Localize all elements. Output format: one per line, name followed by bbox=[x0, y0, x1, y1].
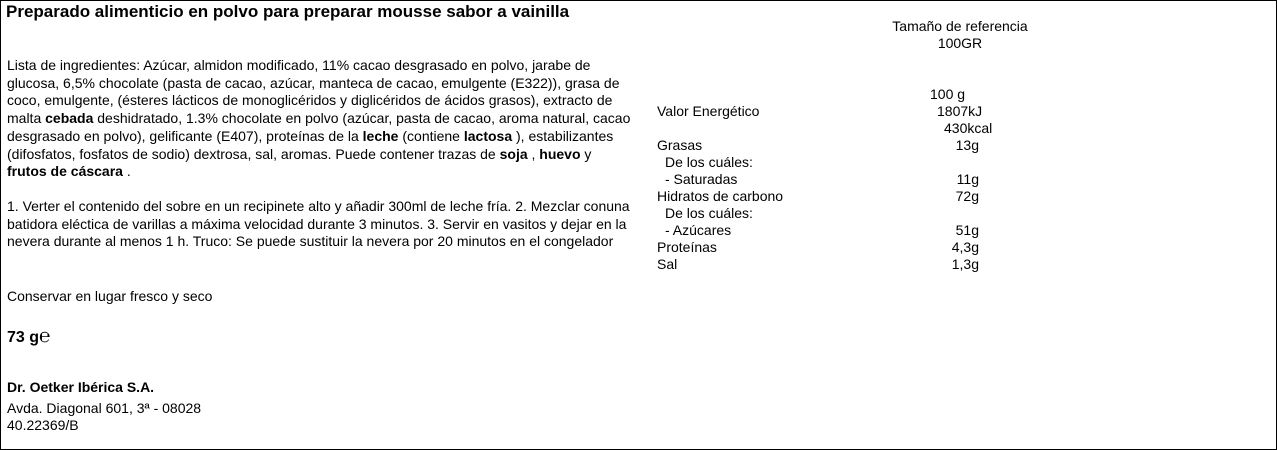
energy-kcal-value: 430 bbox=[944, 120, 968, 136]
sugars-label: - Azúcares bbox=[665, 222, 732, 238]
ingredients-text: Lista de ingredientes: Azúcar, almidon modificado, 11% cacao desgrasado en polvo, jarabe de glucosa, 6,5% chocolate (pasta de cacao, azúcar, manteca de cacao, emulgente (E322)), grasa de coco, emulgente, (ésteres lácticos de monoglicéridos y diglicéridos de ácidos grasos), extracto de malta bbox=[7, 57, 620, 127]
ingredients-text: deshidratado, 1.3% chocolate en polvo (azúcar, pasta de cacao, aroma natural, cacao desgrasado en polvo), gelificante (E407), proteínas de la bbox=[7, 110, 631, 144]
product-title: Preparado alimenticio en polvo para preparar mousse sabor a vainilla bbox=[6, 2, 570, 21]
registration-code: 40.22369/B bbox=[7, 417, 79, 433]
allergen-text: soja bbox=[499, 145, 528, 162]
salt-label: Sal bbox=[657, 256, 678, 272]
protein-label: Proteínas bbox=[657, 239, 717, 255]
energy-kj-unit: kJ bbox=[968, 103, 983, 119]
allergen-text: cebada bbox=[45, 110, 94, 127]
net-weight-value: 73 g bbox=[7, 329, 40, 346]
allergen-text: lactosa bbox=[463, 127, 513, 144]
manufacturer-address: Avda. Diagonal 601, 3ª - 08028 bbox=[7, 400, 202, 416]
fat-of-which-label: De los cuáles: bbox=[665, 154, 753, 170]
ingredients-text: ), estabilizantes (difosfatos, fosfatos de sodio) dextrosa, sal, aromas. Puede contener trazas de bbox=[7, 127, 614, 162]
allergen-text: frutos de cáscara bbox=[7, 163, 123, 180]
allergen-text: leche bbox=[362, 127, 399, 144]
energy-kcal bbox=[944, 120, 992, 136]
storage-instructions: Conservar en lugar fresco y seco bbox=[7, 288, 213, 304]
energy-label: Valor Energético bbox=[657, 103, 760, 119]
net-weight bbox=[7, 325, 50, 348]
energy-kcal-unit: kcal bbox=[967, 120, 993, 136]
energy-kj bbox=[937, 103, 982, 119]
salt-value: 1,3g bbox=[951, 256, 979, 272]
reference-size-value: 100GR bbox=[937, 35, 983, 51]
carbs-label: Hidratos de carbono bbox=[657, 188, 784, 204]
carbs-of-which-label: De los cuáles: bbox=[665, 205, 753, 221]
fat-value: 13g bbox=[955, 137, 979, 153]
estimated-sign-icon: ℮ bbox=[39, 325, 51, 347]
ingredients-text: y bbox=[580, 145, 592, 162]
ingredients-text: , bbox=[527, 145, 540, 162]
ingredients-text: . bbox=[122, 163, 131, 180]
preparation-instructions: 1. Verter el contenido del sobre en un recipinete alto y añadir 300ml de leche fría. 2. Mezclar conuna batidora eléctica de varillas a máxima velocidad durante 3 minutos. 3. Servir en vasitos y dejar en la nevera durante al menos 1 h. Truco: Se puede sustituir la nevera por 20 minutos en el congelador bbox=[7, 198, 630, 250]
manufacturer-name: Dr. Oetker Ibérica S.A. bbox=[7, 379, 155, 395]
fat-label: Grasas bbox=[657, 137, 703, 153]
per-100g-header: 100 g bbox=[930, 86, 966, 102]
carbs-value: 72g bbox=[955, 188, 979, 204]
ingredients-paragraph bbox=[7, 57, 632, 181]
sugars-value: 51g bbox=[955, 222, 979, 238]
allergen-text: huevo bbox=[539, 145, 581, 162]
energy-kj-value: 1807 bbox=[937, 103, 969, 119]
saturated-label: - Saturadas bbox=[665, 171, 738, 187]
protein-value: 4,3g bbox=[951, 239, 979, 255]
saturated-value: 11g bbox=[956, 171, 979, 187]
ingredients-text: (contiene bbox=[398, 127, 464, 144]
reference-size-label: Tamaño de referencia bbox=[892, 18, 1028, 34]
